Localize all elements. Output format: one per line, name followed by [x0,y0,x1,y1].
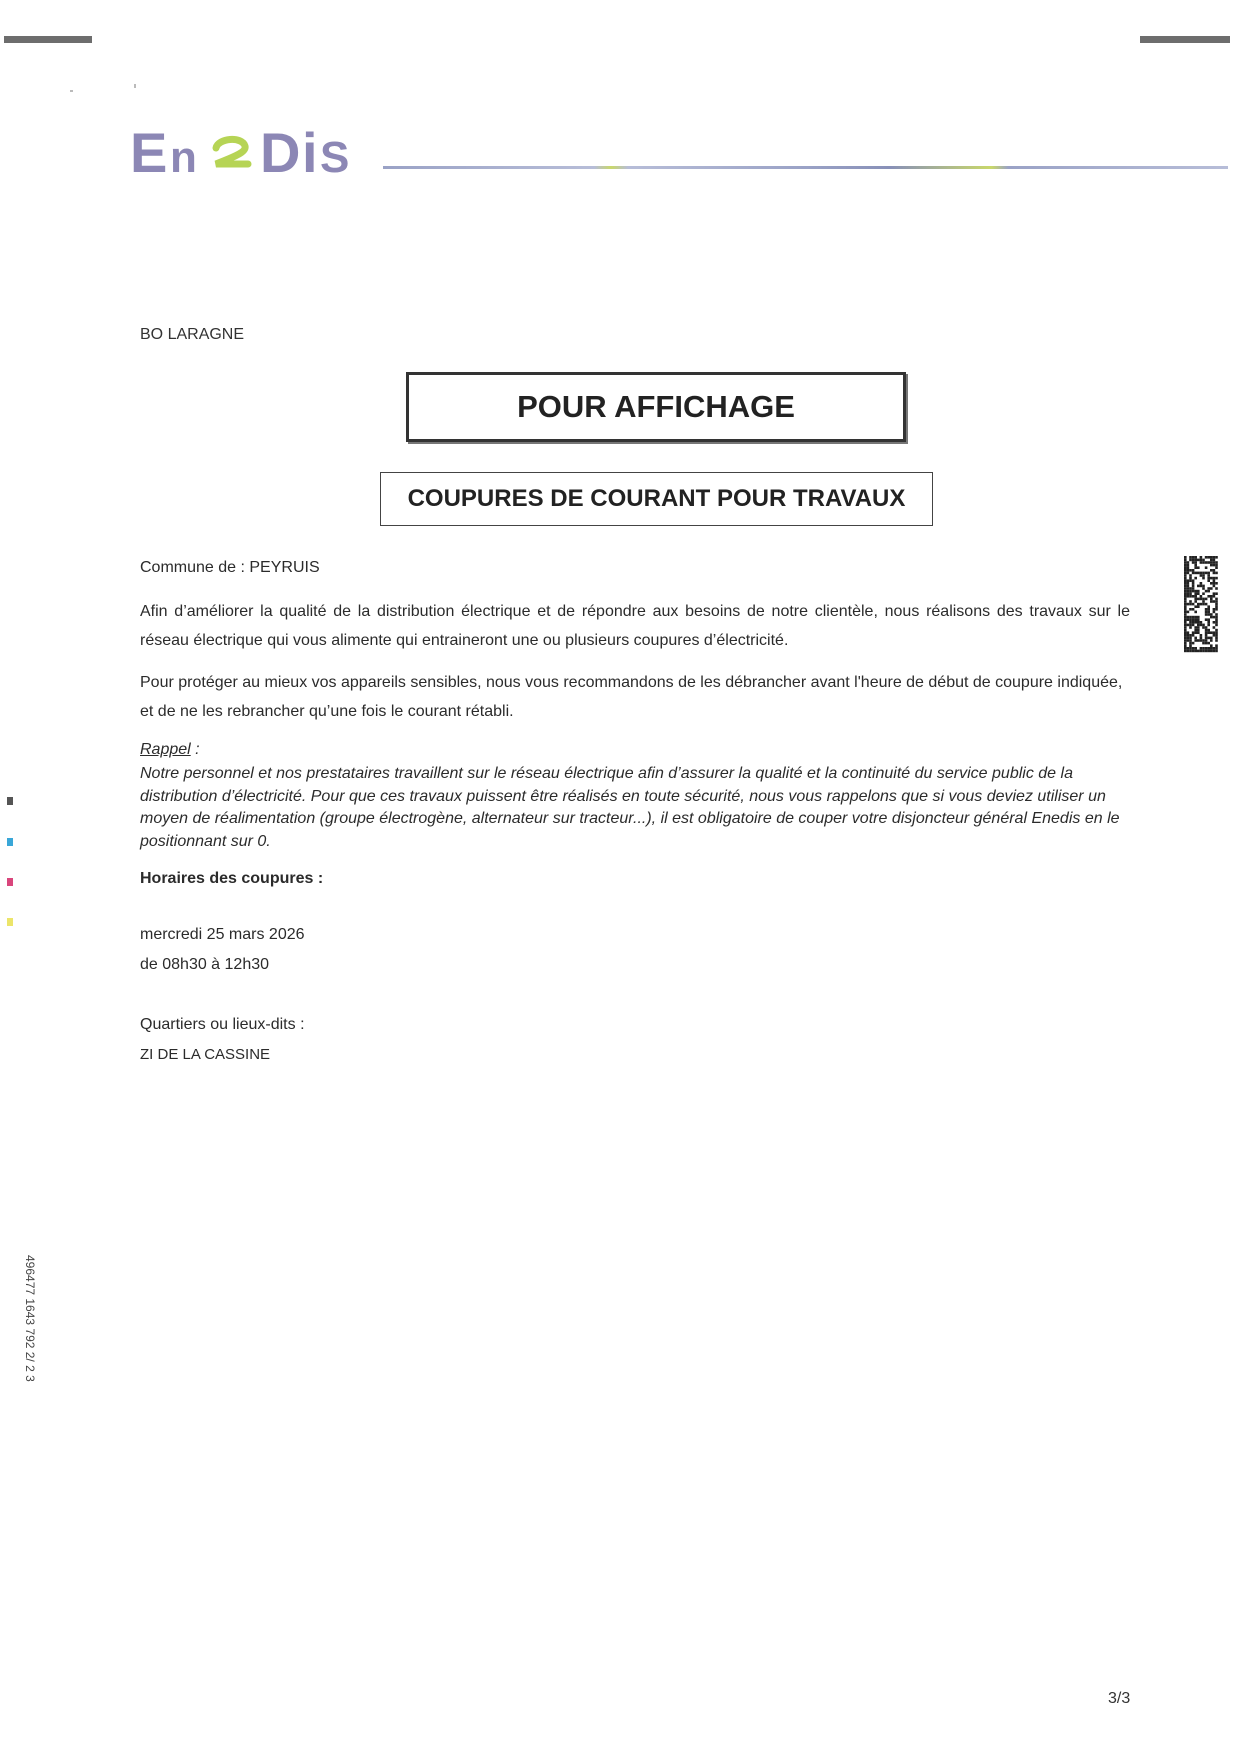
rappel-heading [140,739,1130,761]
svg-text:E: E [130,121,168,184]
rappel-colon: : [190,741,200,758]
page-number: 3/3 [1108,1690,1131,1707]
registration-mark-yellow [7,918,13,926]
registration-mark-magenta [7,878,13,886]
enedis-logo [130,118,370,188]
scan-speck [70,90,73,92]
places-label: Quartiers ou lieux-dits : [140,1016,305,1033]
outage-date: mercredi 25 mars 2026 [140,926,305,943]
display-title-box [406,372,906,442]
scan-mark-right [1140,36,1230,43]
outage-hours: de 08h30 à 12h30 [140,956,270,973]
svg-text:n: n [170,133,197,182]
protection-paragraph: Pour protéger au mieux vos appareils sensibles, nous vous recommandons de les débrancher avant l'heure de début de coupure indiquée, et de ne les rebrancher qu’une fois le courant rétabli. [140,674,1123,720]
scan-mark-left [4,36,92,43]
place-name: ZI DE LA CASSINE [140,1046,271,1063]
svg-text:D: D [260,121,301,184]
svg-text:i: i [302,121,318,184]
rappel-label: Rappel [140,741,191,758]
subject-title: COUPURES DE COURANT POUR TRAVAUX [407,485,906,512]
registration-mark-cyan [7,838,13,846]
header-rule [383,166,1228,169]
rappel-paragraph: Notre personnel et nos prestataires travaillent sur le réseau électrique afin d’assurer la qualité et la continuité du service public de la distribution d’électricité. Pour que ces travaux puissent être réalisés en toute sécurité, nous vous rappelons que si vous deviez utiliser un moyen de réalimentation (groupe électrogène, alternateur sur tracteur...), il est obligatoire de couper votre disjoncteur général Enedis en le positionnant sur 0. [140,765,1120,850]
agency-name: BO LARAGNE [140,326,245,343]
display-title: POUR AFFICHAGE [517,389,795,424]
scan-speck [134,84,136,88]
commune-line: Commune de : PEYRUIS [140,559,320,576]
svg-text:S: S [320,133,350,182]
registration-mark-black [7,797,13,805]
side-print-code: 496477 1643 792 2/ 2 3 [23,1255,37,1382]
intro-paragraph: Afin d’améliorer la qualité de la distribution électrique et de répondre aux besoins de notre clientèle, nous réalisons des travaux sur le réseau électrique qui vous alimente qui entraineront une ou plusieurs coupures d’électricité. [140,603,1130,649]
schedule-title: Horaires des coupures : [140,870,324,887]
subject-title-box [380,472,933,526]
datamatrix-barcode [1184,556,1218,654]
